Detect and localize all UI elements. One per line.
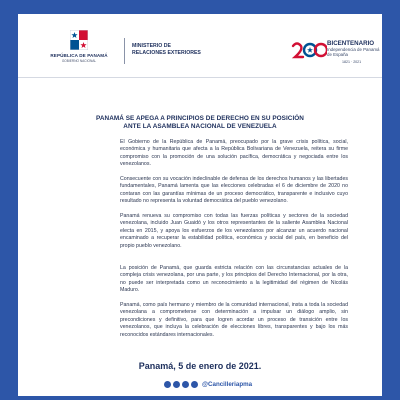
twitter-icon[interactable]: [182, 381, 189, 388]
document-title-line-2: ANTE LA ASAMBLEA NACIONAL DE VENEZUELA: [123, 123, 277, 130]
header-rule: [18, 77, 382, 78]
header: [18, 14, 382, 76]
facebook-icon[interactable]: [164, 381, 171, 388]
panama-flag-icon: [70, 30, 88, 50]
bicentennial-years: 1821 · 2021: [342, 60, 362, 64]
republic-name: REPÚBLICA DE PANAMÁ: [50, 53, 108, 58]
paragraph-3: Panamá renueva su compromiso con todas las fuerzas políticas y sectores de la sociedad venezolana, incluido Juan Guaidó y los otros representantes de la saliente Asamblea Nacional electa en 2015, y apoya los esfuerzos de los venezolanos por alcanzar un acuerdo nacional encaminado a recuperar la estabilidad política, económica y social del país, en beneficio del propio pueblo venezolano.: [120, 213, 348, 249]
social-links: [164, 379, 252, 389]
bicentennial-line-2: de España: [327, 52, 348, 57]
paragraph-2: Consecuente con su vocación indeclinable de defensa de los derechos humanos y las libertades fundamentales, Panamá lamenta que las elecciones celebradas el 6 de diciembre de 2020 no contaran con las garantías mínimas de un proceso democrático, transparente e inclusivo cuyo resultado no representa la voluntad democrática del pueblo venezolano.: [120, 176, 348, 205]
ministry-line-2: RELACIONES EXTERIORES: [132, 50, 201, 56]
government-label: GOBIERNO NACIONAL: [61, 59, 97, 63]
press-release-card: [18, 14, 382, 396]
paragraph-1: El Gobierno de la República de Panamá, preocupado por la grave crisis política, social, económica y humanitaria que afecta a la República Bolivariana de Venezuela, reitera su firme compromiso con la promoción de una solución pacífica, democrática y negociada entre los venezolanos.: [120, 139, 348, 168]
header-divider: [124, 38, 125, 64]
document-date: Panamá, 5 de enero de 2021.: [138, 361, 262, 371]
paragraph-5: Panamá, como país hermano y miembro de la comunidad internacional, insta a toda la sociedad venezolana a comprometerse con determinación a impulsar un diálogo amplio, sin precondiciones y definitivo, para que logren acordar un proceso de transición entre los venezolanos, que incluya la celebración de elecciones libres, transparentes y bajo los más reconocidos estándares internacionales.: [120, 302, 348, 338]
bicentennial-title: BICENTENARIO: [327, 40, 375, 47]
paragraph-4: La posición de Panamá, que guarda estricta relación con las circunstancias actuales de la compleja crisis venezolana, por una parte, y los principios del Derecho Internacional, por la otra, no puede ser interpretada como un reconocimiento a la legitimidad del régimen de Nicolás Maduro.: [120, 265, 348, 294]
bicentennial-logo-icon: [291, 40, 327, 60]
ministry-line-1: MINISTERIO DE: [132, 43, 171, 49]
bicentennial-line-1: Independencia de Panamá: [327, 47, 380, 52]
document-title-line-1: PANAMÁ SE APEGA A PRINCIPIOS DE DERECHO EN SU POSICIÓN: [96, 115, 304, 122]
youtube-icon[interactable]: [191, 381, 198, 388]
social-handle[interactable]: @Cancilleriapma: [202, 380, 253, 388]
instagram-icon[interactable]: [173, 381, 180, 388]
